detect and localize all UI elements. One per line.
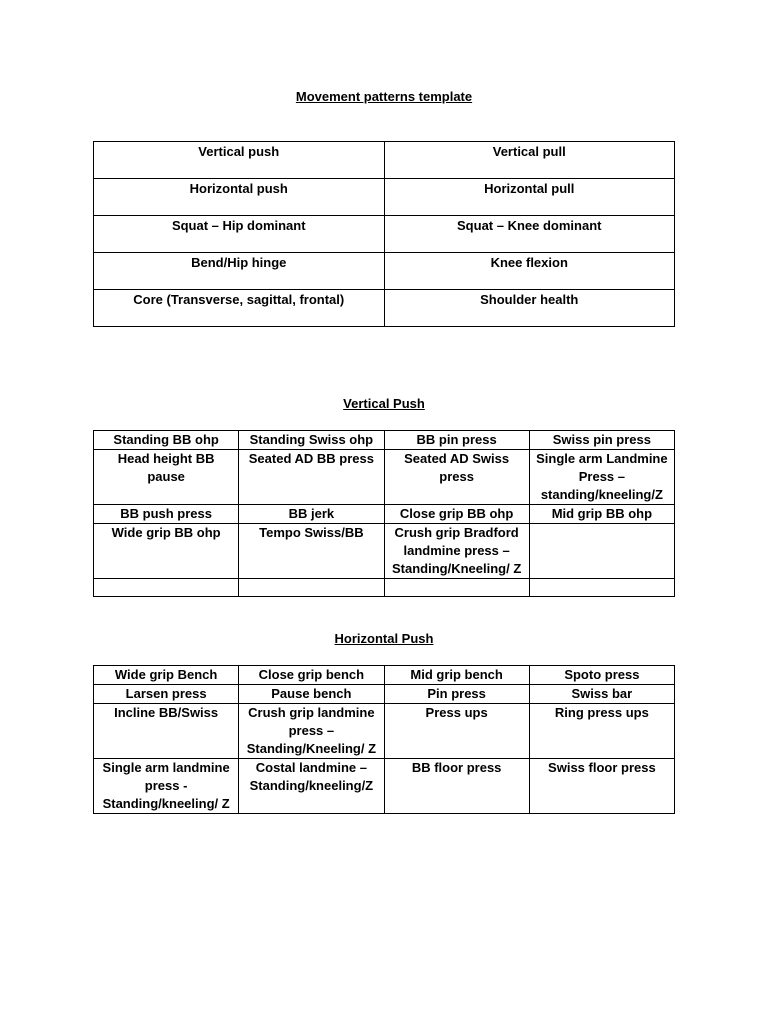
- table-cell: Squat – Hip dominant: [94, 216, 385, 253]
- table-cell: Mid grip bench: [384, 666, 529, 685]
- table-cell: Swiss pin press: [529, 431, 674, 450]
- table-row: [94, 216, 675, 253]
- table-cell: Standing Swiss ohp: [239, 431, 384, 450]
- table-cell: Head height BB pause: [94, 450, 239, 505]
- table-cell: BB floor press: [384, 759, 529, 814]
- table-row: [94, 253, 675, 290]
- table-cell: Bend/Hip hinge: [94, 253, 385, 290]
- table-cell: Spoto press: [529, 666, 674, 685]
- table-cell: Swiss floor press: [529, 759, 674, 814]
- table-row: [94, 142, 675, 179]
- table-cell: Horizontal pull: [384, 179, 675, 216]
- table-cell: Wide grip BB ohp: [94, 524, 239, 579]
- table-cell: Close grip bench: [239, 666, 384, 685]
- table-cell: Vertical push: [94, 142, 385, 179]
- vertical-push-heading: Vertical Push: [343, 396, 425, 411]
- table-cell: Larsen press: [94, 685, 239, 704]
- table-cell: Incline BB/Swiss: [94, 704, 239, 759]
- table-cell: Standing BB ohp: [94, 431, 239, 450]
- table-cell: Knee flexion: [384, 253, 675, 290]
- table-cell: Close grip BB ohp: [384, 505, 529, 524]
- table-cell: Single arm Landmine Press – standing/kneeling/Z: [529, 450, 674, 505]
- horizontal-push-heading: Horizontal Push: [334, 631, 434, 646]
- table-cell: Pause bench: [239, 685, 384, 704]
- table-cell: Swiss bar: [529, 685, 674, 704]
- table-row: [94, 666, 675, 685]
- table-row: [94, 579, 675, 597]
- document-title: Movement patterns template: [295, 89, 473, 104]
- table-cell: [529, 524, 674, 579]
- horizontal-push-table: [93, 665, 675, 814]
- table-row: [94, 179, 675, 216]
- table-cell: Horizontal push: [94, 179, 385, 216]
- table-cell: [94, 579, 239, 597]
- table-cell: Mid grip BB ohp: [529, 505, 674, 524]
- table-cell: BB pin press: [384, 431, 529, 450]
- table-cell: Core (Transverse, sagittal, frontal): [94, 290, 385, 327]
- table-cell: Crush grip landmine press – Standing/Kneeling/ Z: [239, 704, 384, 759]
- table-cell: Press ups: [384, 704, 529, 759]
- table-cell: Seated AD BB press: [239, 450, 384, 505]
- table-cell: Single arm landmine press - Standing/kneeling/ Z: [94, 759, 239, 814]
- table-cell: Squat – Knee dominant: [384, 216, 675, 253]
- table-cell: Crush grip Bradford landmine press – Standing/Kneeling/ Z: [384, 524, 529, 579]
- vertical-push-table: [93, 430, 675, 597]
- table-row: [94, 431, 675, 450]
- table-cell: [239, 579, 384, 597]
- table-cell: Ring press ups: [529, 704, 674, 759]
- table-cell: Seated AD Swiss press: [384, 450, 529, 505]
- movement-patterns-table: [93, 141, 675, 327]
- table-cell: Wide grip Bench: [94, 666, 239, 685]
- table-row: [94, 685, 675, 704]
- table-cell: BB push press: [94, 505, 239, 524]
- table-cell: [529, 579, 674, 597]
- table-row: [94, 524, 675, 579]
- table-row: [94, 290, 675, 327]
- table-cell: Tempo Swiss/BB: [239, 524, 384, 579]
- table-row: [94, 450, 675, 505]
- table-row: [94, 704, 675, 759]
- table-cell: [384, 579, 529, 597]
- table-row: [94, 505, 675, 524]
- table-cell: Costal landmine – Standing/kneeling/Z: [239, 759, 384, 814]
- table-cell: Vertical pull: [384, 142, 675, 179]
- table-cell: Pin press: [384, 685, 529, 704]
- table-cell: BB jerk: [239, 505, 384, 524]
- table-cell: Shoulder health: [384, 290, 675, 327]
- table-row: [94, 759, 675, 814]
